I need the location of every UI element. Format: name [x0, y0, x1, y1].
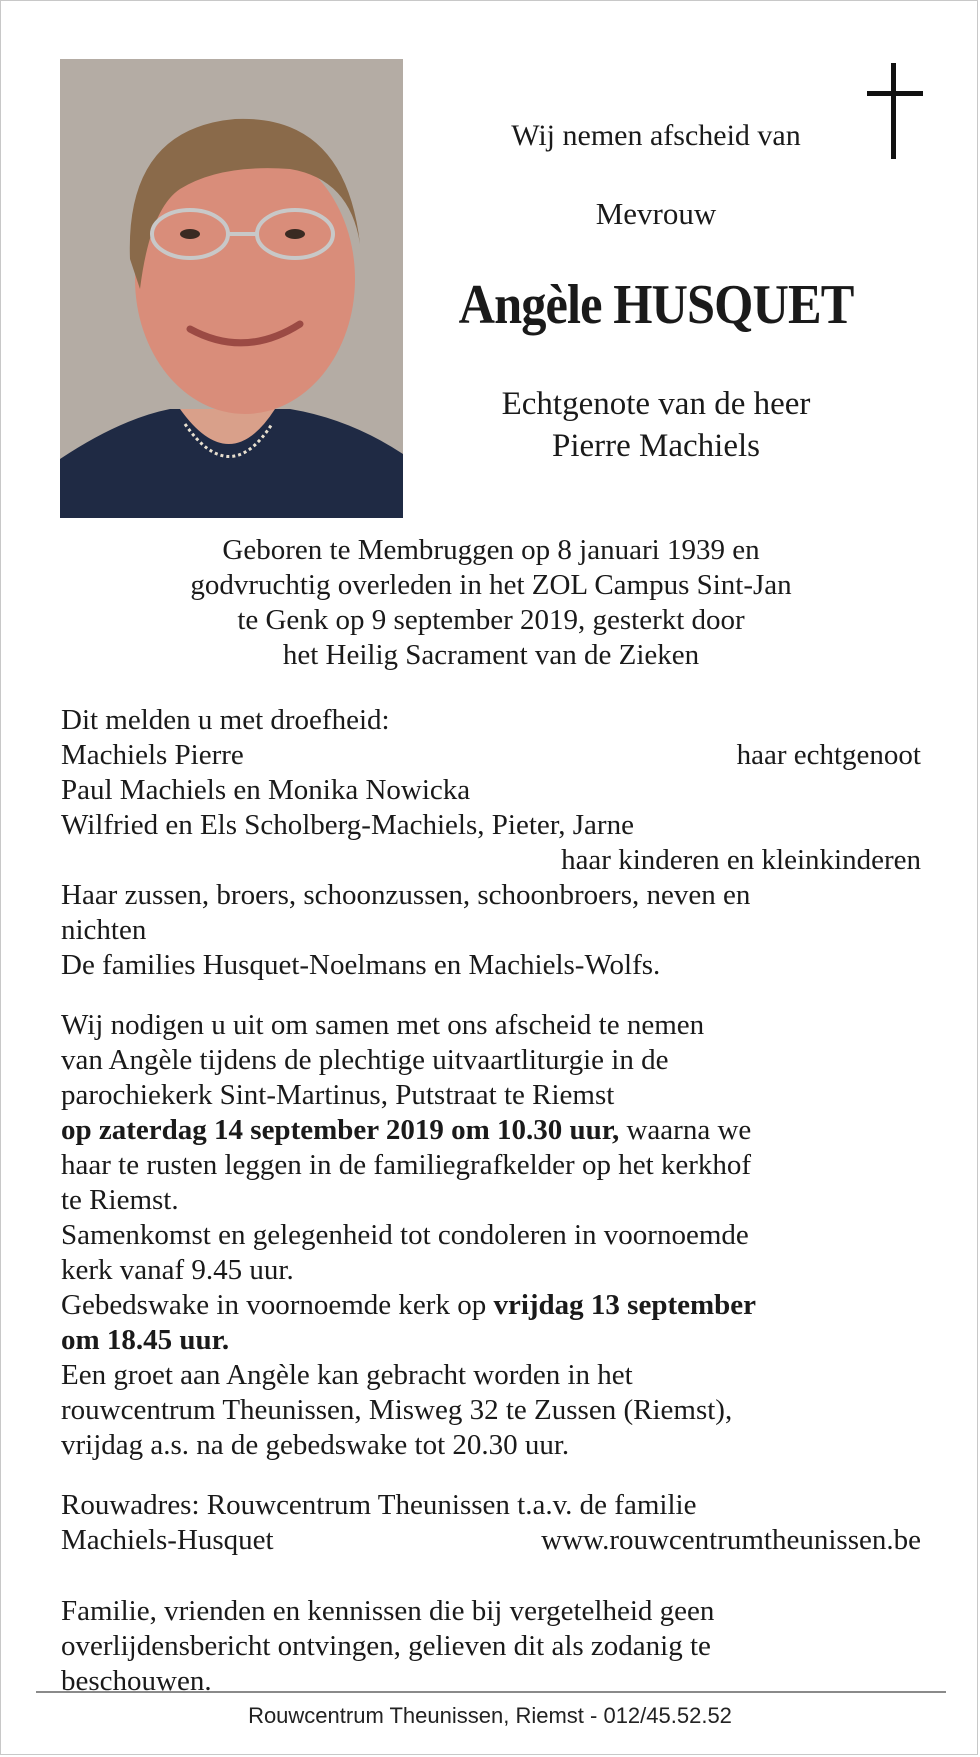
wake-time: om 18.45 uur.: [61, 1324, 230, 1356]
address-row: [61, 1523, 921, 1558]
siblings-line-1: Haar zussen, broers, schoonzussen, schoonbroers, neven en: [61, 879, 751, 911]
invite-line: van Angèle tijdens de plechtige uitvaartliturgie in de: [61, 1044, 669, 1076]
greeting-line: vrijdag a.s. na de gebedswake tot 20.30 uur.: [61, 1429, 570, 1461]
birth-line: te Genk op 9 september 2019, gesterkt door: [237, 604, 745, 636]
siblings-line-2: nichten: [61, 914, 147, 946]
notice-line: beschouwen.: [61, 1665, 212, 1697]
birth-line: Geboren te Membruggen op 8 januari 1939 en: [222, 534, 760, 566]
wake-prefix: Gebedswake in voornoemde kerk op: [61, 1289, 494, 1321]
footer-divider: [36, 1691, 946, 1693]
spouse-line-1: Echtgenote van de heer: [501, 386, 811, 422]
birth-line: het Heilig Sacrament van de Zieken: [282, 639, 700, 671]
footer-contact: Rouwcentrum Theunissen, Riemst - 012/45.52.52: [248, 1703, 732, 1728]
wake-line: [61, 1288, 921, 1323]
notice-line: Familie, vrienden en kennissen die bij vergetelheid geen: [61, 1595, 715, 1627]
birth-line: godvruchtig overleden in het ZOL Campus Sint-Jan: [190, 569, 792, 601]
notice-line: overlijdensbericht ontvingen, gelieven dit als zodanig te: [61, 1630, 711, 1662]
greeting-line: rouwcentrum Theunissen, Misweg 32 te Zussen (Riemst),: [61, 1394, 733, 1426]
invite-line: Wij nodigen u uit om samen met ons afscheid te nemen: [61, 1009, 705, 1041]
website-link[interactable]: www.rouwcentrumtheunissen.be: [541, 1524, 921, 1556]
funeral-date-rest: waarna we: [619, 1114, 752, 1146]
notice-text: [61, 1594, 921, 1699]
deceased-name: Angèle HUSQUET: [458, 274, 854, 336]
funeral-date: op zaterdag 14 september 2019 om 10.30 uur,: [61, 1114, 620, 1146]
intro-text: Wij nemen afscheid van: [511, 119, 801, 152]
condolence-line: kerk vanaf 9.45 uur.: [61, 1254, 294, 1286]
spouse-role: haar echtgenoot: [736, 739, 921, 771]
honorific: Mevrouw: [595, 196, 717, 231]
children-role: haar kinderen en kleinkinderen: [561, 844, 921, 876]
children-line-1: Paul Machiels en Monika Nowicka: [61, 774, 471, 806]
address-line: Rouwadres: Rouwcentrum Theunissen t.a.v. de familie: [61, 1489, 697, 1521]
spouse-name: Machiels Pierre: [61, 739, 244, 771]
portrait-photo: [60, 59, 403, 518]
mourning-address: [61, 1488, 921, 1558]
greeting-line: Een groet aan Angèle kan gebracht worden in het: [61, 1359, 633, 1391]
family-announcement: [61, 703, 921, 983]
invite-line: haar te rusten leggen in de familiegrafkelder op het kerkhof: [61, 1149, 752, 1181]
children-line-2: Wilfried en Els Scholberg-Machiels, Pieter, Jarne: [61, 809, 634, 841]
spouse-info: [421, 383, 891, 467]
invite-line: te Riemst.: [61, 1184, 179, 1216]
wake-time-line: [61, 1323, 921, 1358]
spouse-row: [61, 738, 921, 773]
birth-death-info: [61, 533, 921, 673]
condolence-line: Samenkomst en gelegenheid tot condoleren in voornoemde: [61, 1219, 749, 1251]
spouse-line-2: Pierre Machiels: [551, 428, 760, 464]
family-intro: Dit melden u met droefheid:: [61, 704, 390, 736]
funeral-invitation: [61, 1008, 921, 1463]
funeral-date-line: [61, 1113, 921, 1148]
families-line: De families Husquet-Noelmans en Machiels-Wolfs.: [61, 949, 661, 981]
portrait-image: [60, 59, 403, 518]
invite-line: parochiekerk Sint-Martinus, Putstraat te Riemst: [61, 1079, 615, 1111]
address-family: Machiels-Husquet: [61, 1524, 274, 1556]
wake-date: vrijdag 13 september: [493, 1289, 757, 1321]
